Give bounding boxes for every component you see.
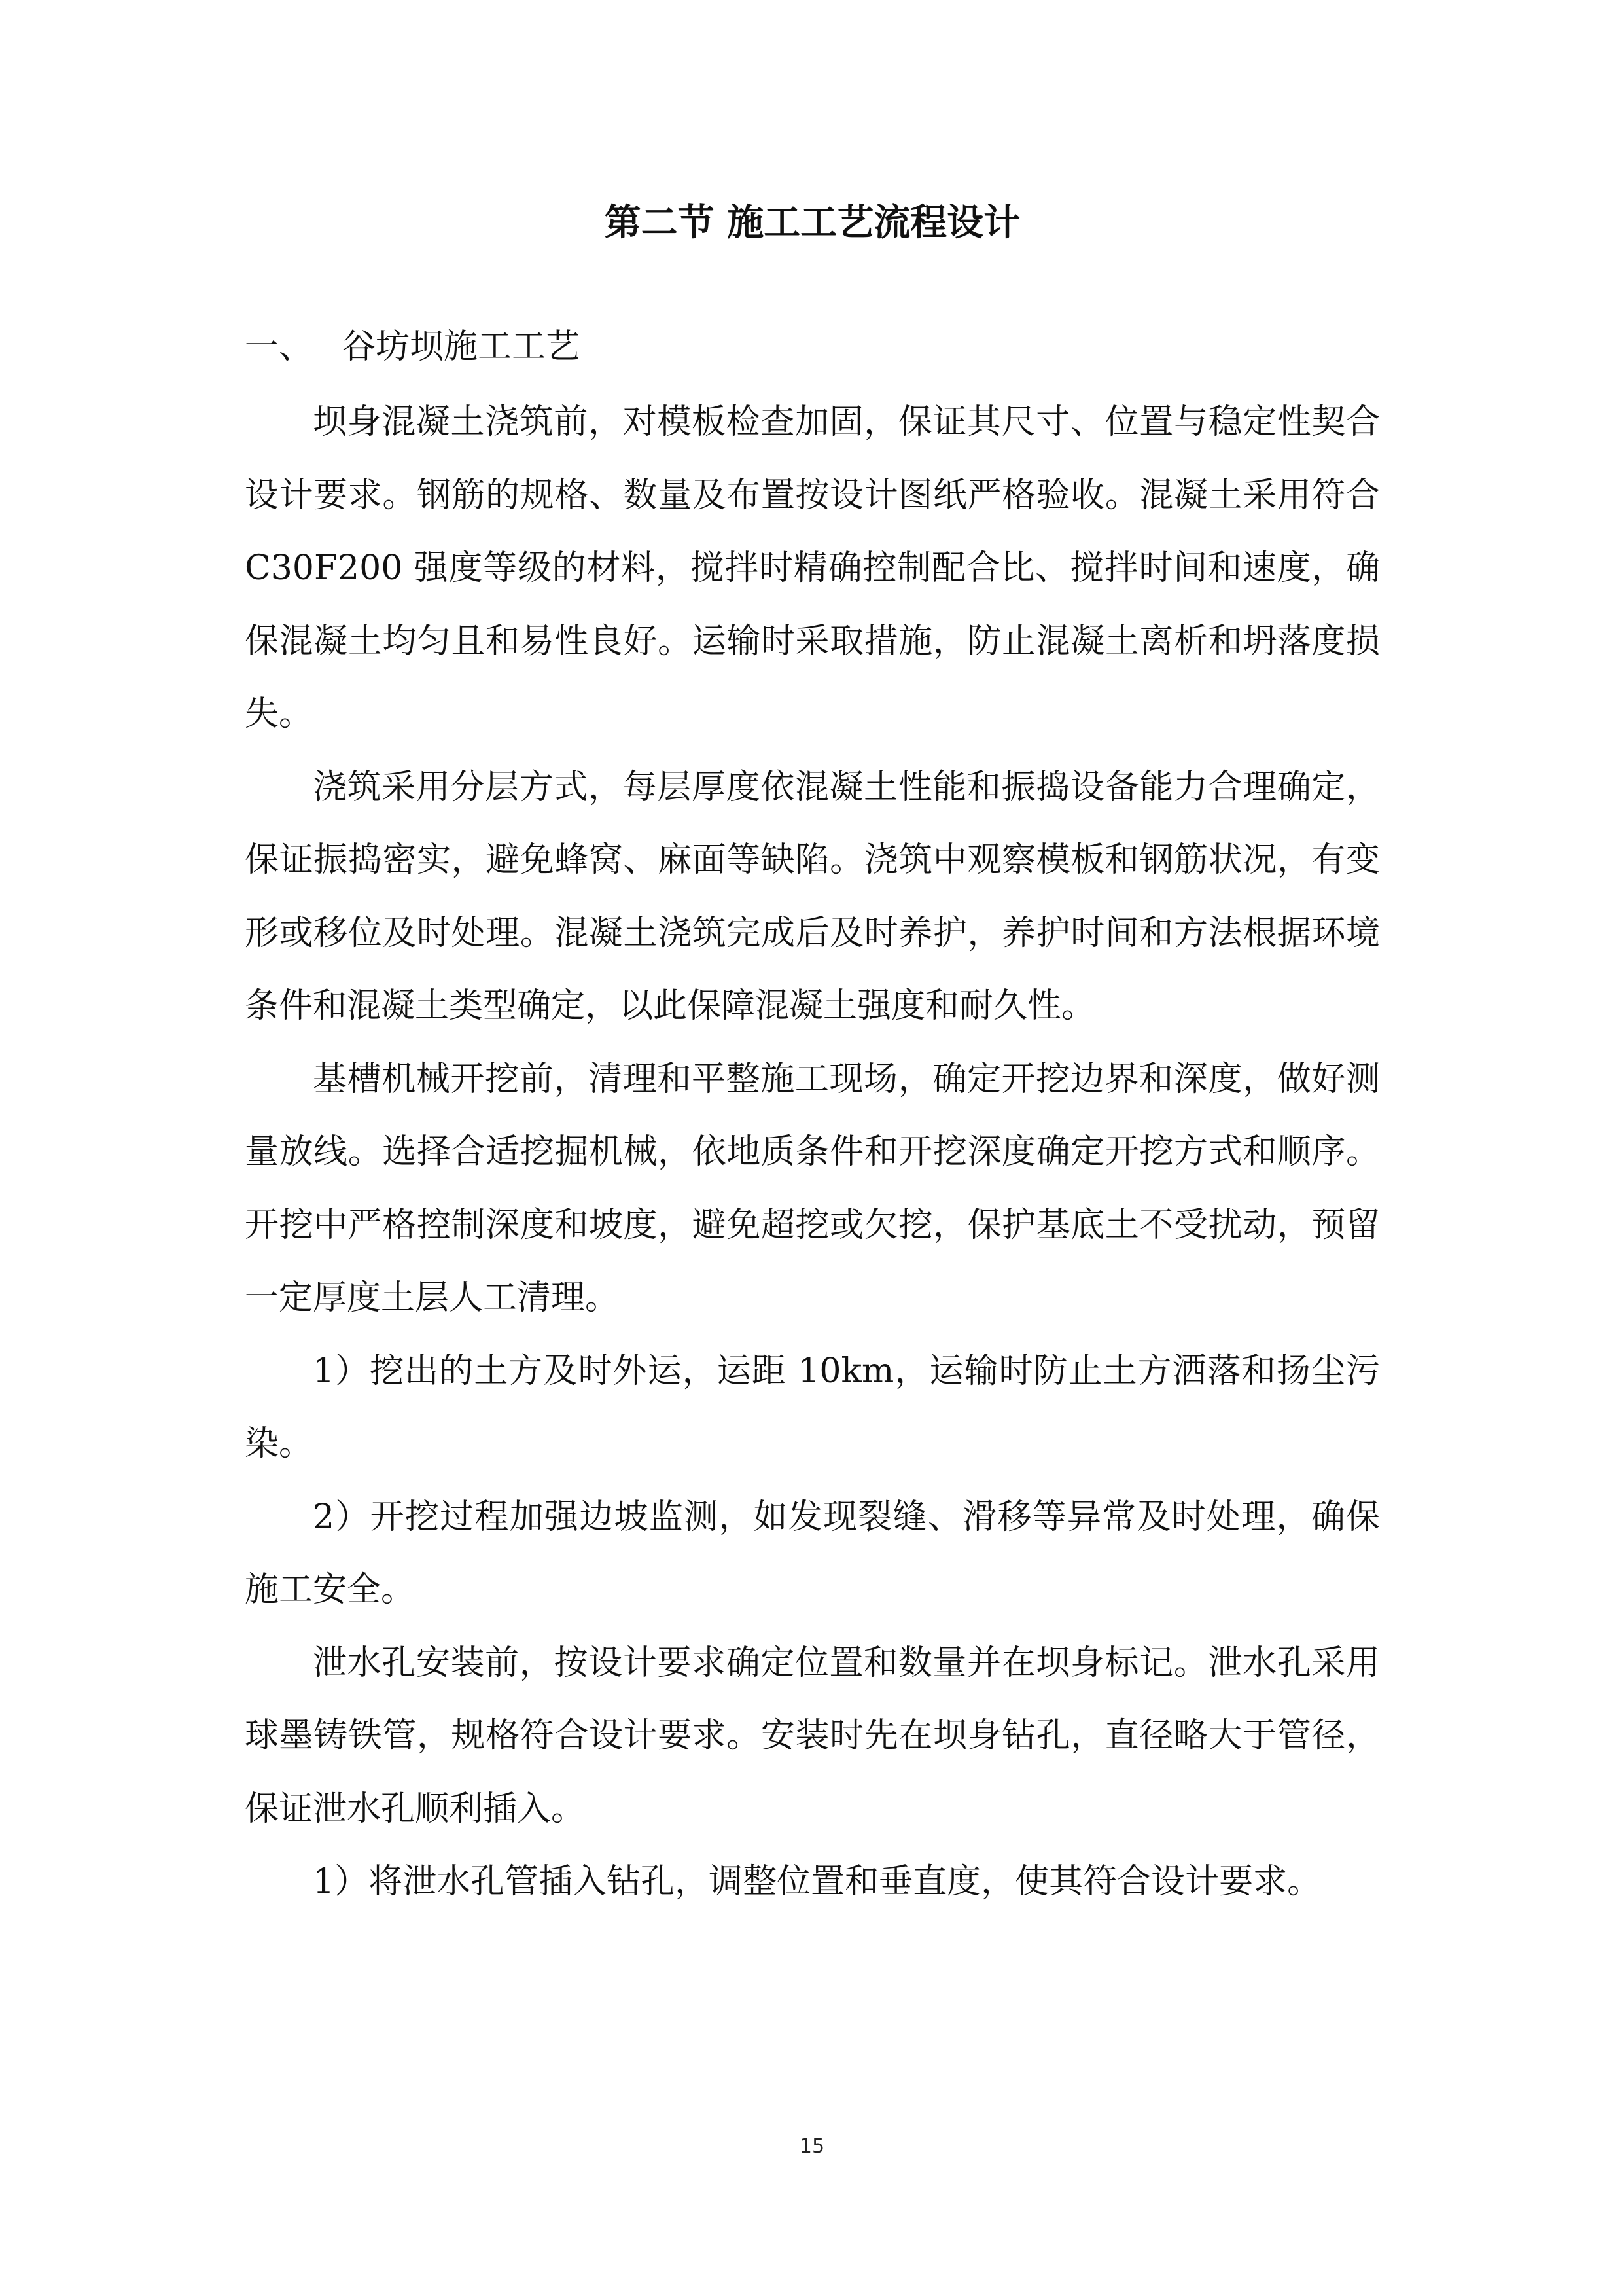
section-title: 谷坊坝施工工艺 — [342, 327, 580, 367]
paragraph-concrete-prep: 坝身混凝土浇筑前，对模板检查加固，保证其尺寸、位置与稳定性契合设计要求。钢筋的规格、数量及布置按设计图纸严格验收。混凝土采用符合 C30F200 强度等级的材料，搅拌时精确控制配合比、搅拌时间和速度，确保混凝土均匀且和易性良好。运输时采取措施，防止混凝土离析和坍落度损失。 — [245, 403, 1380, 734]
paragraph-pouring: 浇筑采用分层方式，每层厚度依混凝土性能和振捣设备能力合理确定，保证振捣密实，避免蜂窝、麻面等缺陷。浇筑中观察模板和钢筋状况，有变形或移位及时处理。混凝土浇筑完成后及时养护，养护时间和方法根据环境条件和混凝土类型确定，以此保障混凝土强度和耐久性。 — [245, 767, 1380, 1026]
list-item-drain-pipe: 1）将泄水孔管插入钻孔，调整位置和垂直度，使其符合设计要求。 — [313, 1862, 1322, 1901]
page-number: 15 — [799, 2135, 825, 2158]
section-number: 一、 — [245, 327, 313, 367]
list-item-slope-monitoring: 2）开挖过程加强边坡监测，如发现裂缝、滑移等异常及时处理，确保施工安全。 — [245, 1497, 1380, 1609]
paragraph-excavation: 基槽机械开挖前，清理和平整施工现场，确定开挖边界和深度，做好测量放线。选择合适挖掘机械，依地质条件和开挖深度确定开挖方式和顺序。开挖中严格控制深度和坡度，避免超挖或欠挖，保护基底土不受扰动，预留一定厚度土层人工清理。 — [245, 1059, 1380, 1318]
list-item-earth-transport: 1）挖出的土方及时外运，运距 10km，运输时防止土方洒落和扬尘污染。 — [245, 1351, 1380, 1463]
page-content — [245, 183, 1380, 1919]
section-heading — [245, 308, 1380, 386]
page-title: 第二节 施工工艺流程设计 — [604, 201, 1021, 244]
paragraph-drain-hole: 泄水孔安装前，按设计要求确定位置和数量并在坝身标记。泄水孔采用球墨铸铁管，规格符合设计要求。安装时先在坝身钻孔，直径略大于管径，保证泄水孔顺利插入。 — [245, 1643, 1380, 1829]
